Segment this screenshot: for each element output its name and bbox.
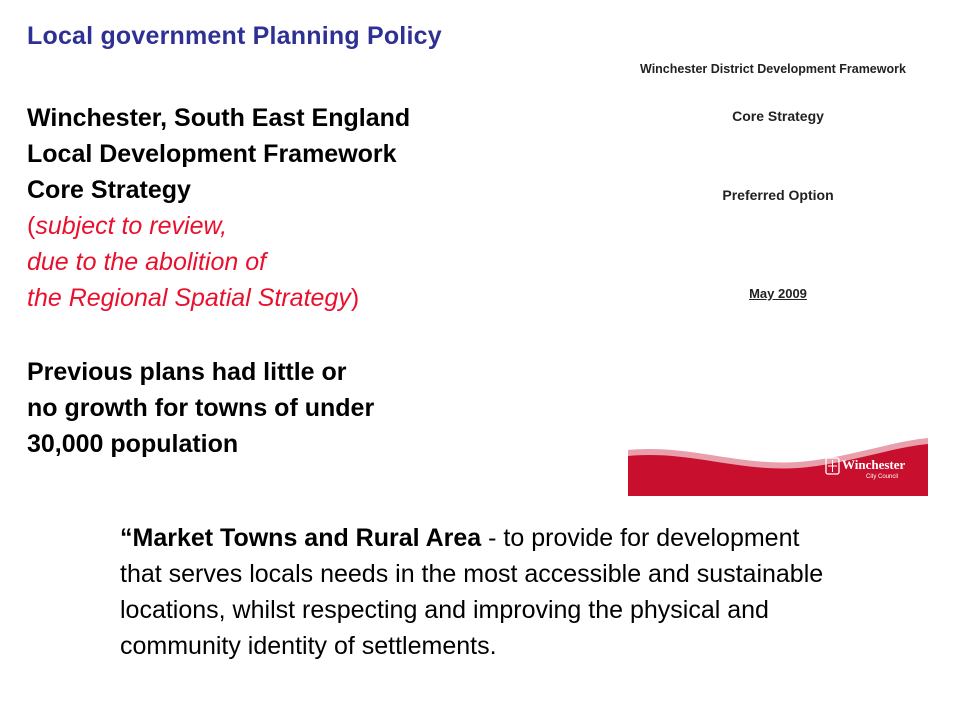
quote-block: [120, 520, 840, 664]
cover-subtitle: Core Strategy: [732, 108, 824, 124]
note-open-paren: (: [27, 212, 36, 240]
note-text-1: subject to review,: [35, 212, 228, 240]
note-close-paren: ): [350, 284, 360, 312]
framework-line: Local Development Framework: [27, 140, 397, 168]
cover-title: Winchester District Development Framework: [640, 62, 906, 76]
spacer: [27, 316, 410, 354]
cover-date: [628, 286, 928, 301]
strategy-line: Core Strategy: [27, 176, 191, 204]
previous-plans-line-3: 30,000 population: [27, 430, 239, 458]
quote-body: - to provide for development that serves locals needs in the most accessible and sustainable locations, whilst respecting and improving the physical and community identity of settlements.: [120, 524, 824, 660]
page-heading: Local government Planning Policy: [27, 22, 442, 50]
main-text-block: [27, 100, 410, 462]
previous-plans-line-2: no growth for towns of under: [27, 394, 375, 422]
logo-name: Winchester: [842, 457, 906, 472]
place-line: Winchester, South East England: [27, 104, 411, 132]
logo-sub: City Council: [866, 474, 899, 480]
cover-option: Preferred Option: [722, 187, 834, 203]
document-cover-image: [628, 56, 928, 496]
cover-date-text: May 2009: [749, 286, 807, 301]
review-note-line-3: [27, 280, 410, 316]
cover-band-graphic: [628, 436, 928, 496]
note-text-2: due to the abolition of: [27, 248, 267, 276]
quote-bold-lead: “Market Towns and Rural Area: [120, 524, 482, 552]
review-note-line-1: [27, 208, 410, 244]
note-text-3: the Regional Spatial Strategy: [27, 284, 351, 312]
previous-plans-line-1: Previous plans had little or: [27, 358, 347, 386]
review-note-line-2: [27, 244, 410, 280]
